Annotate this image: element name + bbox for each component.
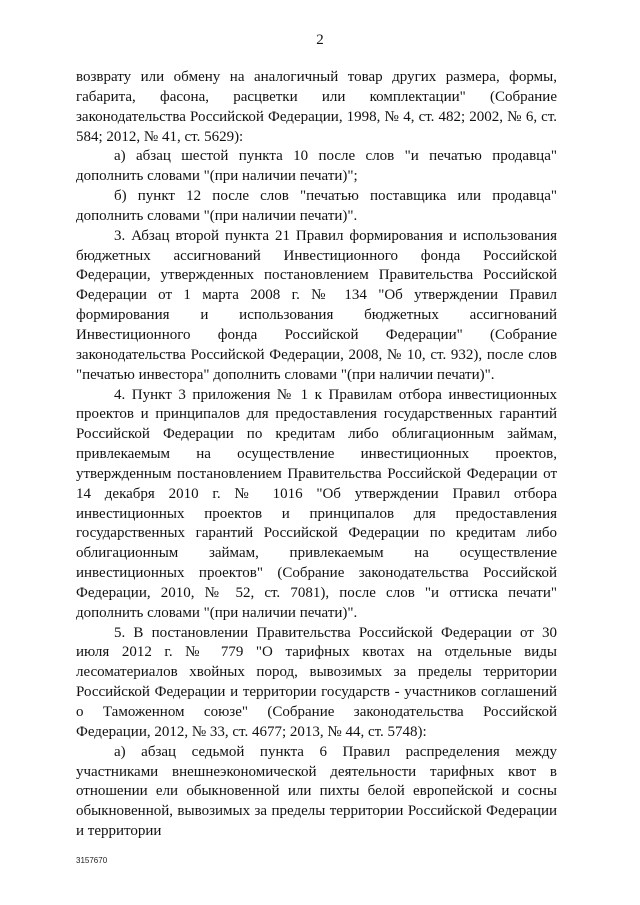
paragraph-subitem-b: б) пункт 12 после слов "печатью поставщика или продавца" дополнить словами "(при наличии печати)".	[76, 188, 557, 224]
paragraph-continuation: возврату или обмену на аналогичный товар других размера, формы, габарита, фасона, расцветки или комплектации" (Собрание законодательства Российской Федерации, 1998, № 4, ст. 482; 2002, № 6, ст. 584; 2012, № 41, ст. 5629):	[76, 69, 557, 145]
page-number: 2	[316, 32, 324, 48]
paragraph-item-3: 3. Абзац второй пункта 21 Правил формирования и использования бюджетных ассигнований Инвестиционного фонда Российской Федерации, утвержденных постановлением Правительства Российской Федерации от 1 марта 2008 г. № 134 "Об утверждении Правил формирования и использования бюджетных ассигнований Инвестиционного фонда Российской Федерации" (Собрание законодательства Российской Федерации, 2008, № 10, ст. 932), после слов "печатью инвестора" дополнить словами "(при наличии печати)".	[76, 227, 557, 383]
document-code: 3157670	[76, 856, 108, 865]
document-body	[76, 68, 557, 842]
paragraph-subitem-a: а) абзац шестой пункта 10 после слов "и печатью продавца" дополнить словами "(при наличии печати)";	[76, 148, 557, 185]
paragraph-item-5a: а) абзац седьмой пункта 6 Правил распределения между участниками внешнеэкономической деятельности тарифных квот в отношении ели обыкновенной или пихты белой европейской и сосны обыкновенной, вывозимых за пределы территории Российской Федерации и территории	[76, 743, 557, 840]
paragraph-item-4: 4. Пункт 3 приложения № 1 к Правилам отбора инвестиционных проектов и принципалов для предоставления государственных гарантий Российской Федерации по кредитам либо облигационным займам, привлекаемым на осуществление инвестиционных проектов, утвержденным постановлением Правительства Российской Федерации от 14 декабря 2010 г. № 1016 "Об утверждении Правил отбора инвестиционных проектов и принципалов для предоставления государственных гарантий Российской Федерации по кредитам либо облигационным займам, привлекаемым на осуществление инвестиционных проектов" (Собрание законодательства Российской Федерации, 2010, № 52, ст. 7081), после слов "и оттиска печати" дополнить словами "(при наличии печати)".	[76, 386, 557, 621]
paragraph-item-5: 5. В постановлении Правительства Российской Федерации от 30 июля 2012 г. № 779 "О тарифных квотах на отдельные виды лесоматериалов хвойных пород, вывозимых за пределы территории Российской Федерации и территории государств - участников соглашений о Таможенном союзе" (Собрание законодательства Российской Федерации, 2012, № 33, ст. 4677; 2013, № 44, ст. 5748):	[76, 624, 557, 740]
